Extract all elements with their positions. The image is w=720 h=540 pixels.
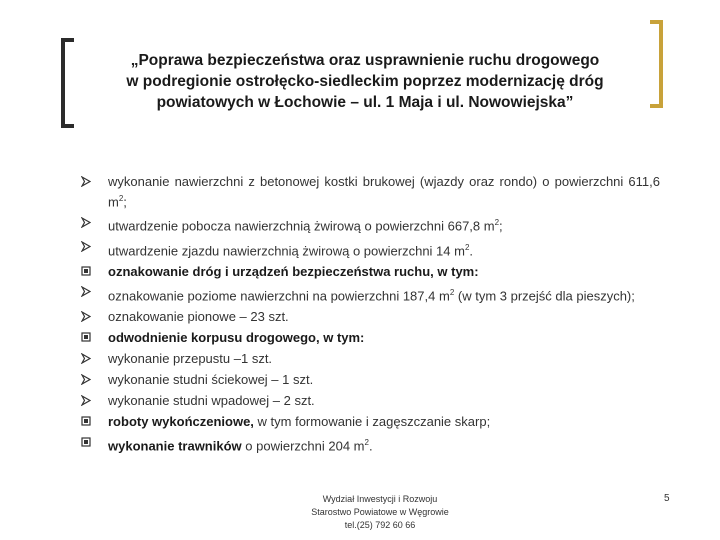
- arrow-bullet-icon: [80, 175, 92, 187]
- list-item-superscript: 2: [118, 194, 124, 203]
- list-item-bold-text: roboty wykończeniowe,: [108, 414, 254, 430]
- list-item-text: [108, 284, 660, 304]
- list-item: [80, 263, 660, 280]
- list-item-text: [108, 371, 660, 388]
- footer-phone: tel.(25) 792 60 66: [344, 520, 416, 530]
- arrow-bullet-icon: [80, 352, 92, 364]
- list-item-superscript: 2: [449, 287, 455, 297]
- list-item-bold-text: oznakowanie dróg i urządzeń bezpieczeństwa ruchu, w tym:: [108, 263, 479, 279]
- arrow-bullet-icon: [80, 373, 92, 385]
- slide-title: [80, 50, 650, 113]
- arrow-bullet-icon: [80, 394, 92, 406]
- list-item-trailing-text: (w tym 3 przejść dla pieszych);: [454, 288, 635, 304]
- footer: [280, 493, 480, 532]
- list-item: [80, 371, 660, 388]
- square-bullet-icon: [80, 436, 92, 448]
- list-item-body-text: wykonanie studni ściekowej – 1 szt.: [108, 372, 314, 388]
- list-item-body-text: w tym formowanie i zagęszczanie skarp;: [253, 414, 491, 430]
- list-item-text: [108, 329, 660, 346]
- list-item-text: [108, 413, 660, 430]
- list-item-body-text: oznakowanie pionowe – 23 szt.: [108, 309, 289, 325]
- list-item-text: [108, 214, 660, 234]
- list-item: [80, 434, 660, 454]
- list-item-superscript: 2: [464, 242, 470, 252]
- square-bullet-icon: [80, 265, 92, 277]
- list-item-body-text: oznakowanie poziome nawierzchni na powierzchni 187,4 m: [108, 288, 450, 304]
- list-item-text: [108, 434, 660, 454]
- list-item: [80, 392, 660, 409]
- page-number: 5: [664, 493, 670, 504]
- bullet-list: [80, 173, 660, 459]
- footer-office: Starostwo Powiatowe w Węgrowie: [311, 507, 449, 517]
- arrow-bullet-icon: [80, 310, 92, 322]
- list-item-text: [108, 239, 660, 259]
- square-bullet-icon: [80, 331, 92, 343]
- list-item-body-text: o powierzchni 204 m: [241, 438, 365, 454]
- list-item: [80, 350, 660, 367]
- title-line-1: „Poprawa bezpieczeństwa oraz usprawnienie ruchu drogowego: [130, 52, 600, 69]
- arrow-bullet-icon: [80, 216, 92, 228]
- list-item-trailing-text: ;: [123, 194, 127, 210]
- list-item-text: [108, 173, 660, 210]
- title-line-3: powiatowych w Łochowie – ul. 1 Maja i ul. Nowowiejska”: [156, 94, 574, 111]
- left-bracket-decoration: [60, 38, 76, 128]
- list-item: [80, 173, 660, 210]
- list-item-body-text: wykonanie studni wpadowej – 2 szt.: [108, 393, 315, 409]
- right-bracket-decoration: [648, 20, 664, 108]
- list-item-text: [108, 350, 660, 367]
- square-bullet-icon: [80, 415, 92, 427]
- title-line-2: w podregionie ostrołęcko-siedleckim poprzez modernizację dróg: [126, 73, 604, 90]
- list-item-bold-text: wykonanie trawników: [108, 438, 242, 454]
- list-item-superscript: 2: [494, 218, 500, 228]
- list-item-body-text: wykonanie przepustu –1 szt.: [108, 351, 273, 367]
- list-item: [80, 284, 660, 304]
- arrow-bullet-icon: [80, 286, 92, 298]
- list-item-body-text: utwardzenie pobocza nawierzchnią żwirową o powierzchni 667,8 m: [108, 218, 495, 234]
- list-item: [80, 308, 660, 325]
- list-item-trailing-text: .: [469, 242, 474, 258]
- footer-department: Wydział Inwestycji i Rozwoju: [322, 494, 438, 504]
- list-item: [80, 214, 660, 234]
- list-item-trailing-text: ;: [499, 218, 503, 234]
- list-item: [80, 413, 660, 430]
- list-item-body-text: utwardzenie zjazdu nawierzchnią żwirową o powierzchni 14 m: [108, 242, 465, 258]
- list-item: [80, 239, 660, 259]
- arrow-bullet-icon: [80, 241, 92, 253]
- list-item-text: [108, 392, 660, 409]
- list-item-bold-text: odwodnienie korpusu drogowego, w tym:: [108, 330, 365, 346]
- list-item-body-text: wykonanie nawierzchni z betonowej kostki brukowej (wjazdy oraz rondo) o powierzchni 611,6 m: [108, 174, 660, 210]
- list-item: [80, 329, 660, 346]
- list-item-text: [108, 263, 660, 280]
- list-item-superscript: 2: [364, 438, 369, 448]
- list-item-trailing-text: .: [368, 438, 373, 454]
- list-item-text: [108, 308, 660, 325]
